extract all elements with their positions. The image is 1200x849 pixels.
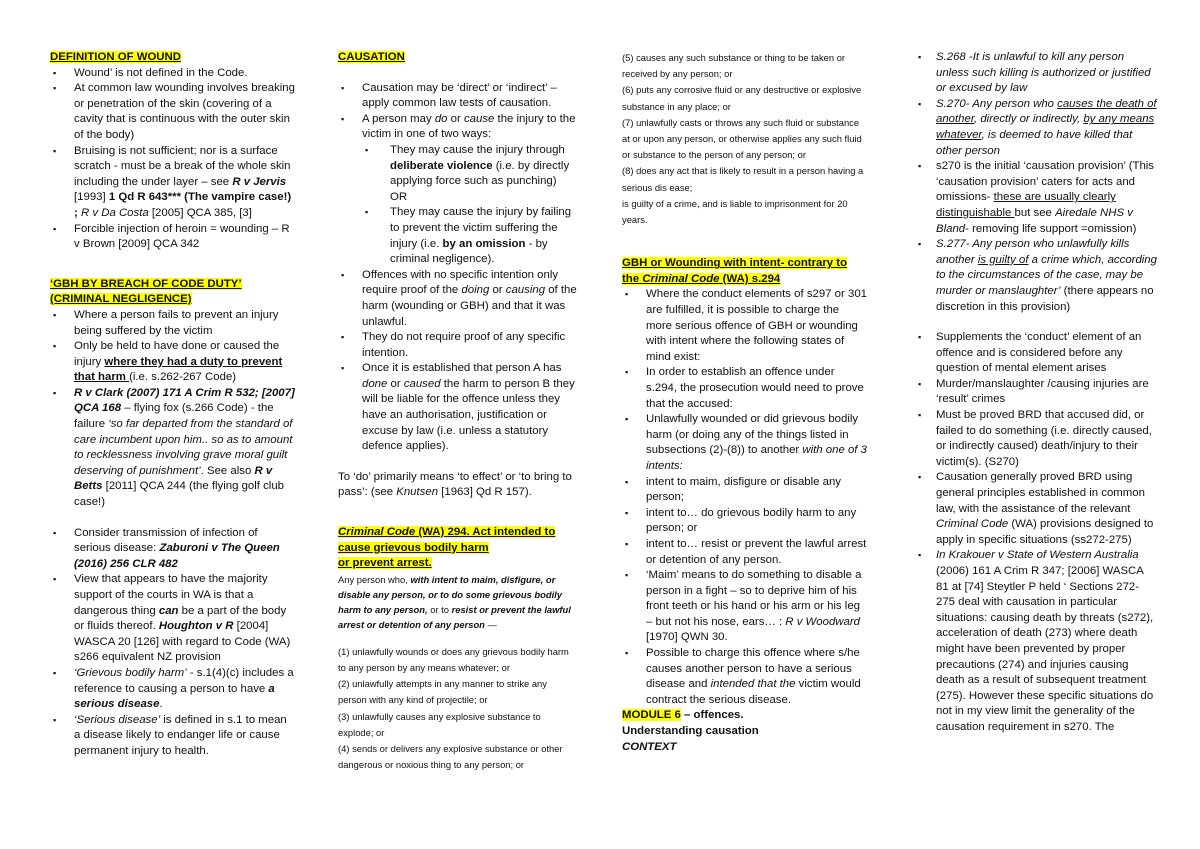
list-item: ▪ Where a person fails to prevent an injury being suffered by the victim	[50, 308, 295, 339]
list-item: is guilty of a crime, and is liable to imprisonment for 20 years.	[622, 197, 848, 226]
list-item: ▪ Causation generally proved BRD using general principles established in common law, with the assistance of the relevant Criminal Code (WA) provisions designed to apply in specific situations (ss272-275)	[912, 470, 1157, 548]
list-item: ▪ S.270- Any person who causes the death of another, directly or indirectly, by any means whatever, is deemed to have killed that other person	[912, 97, 1157, 159]
list-item: ▪ Consider transmission of infection of serious disease: Zaburoni v The Queen (2016) 256 CLR 482	[50, 526, 295, 573]
causation-principles-list	[912, 330, 1157, 735]
negligence-list	[50, 308, 295, 511]
list-item: (2) unlawfully attempts in any manner to strike any person with any kind of projectile; or	[338, 678, 547, 706]
heading-definition-of-wound: DEFINITION OF WOUND	[50, 51, 181, 63]
definition-to-do: To ‘do’ primarily means ‘to effect’ or ‘to bring to pass’: (see Knutsen [1963] Qd R 157).	[338, 470, 572, 499]
heading-gbh-wounding-intent: GBH or Wounding with intent- contrary to the Criminal Code (WA) s.294	[622, 257, 848, 285]
list-item: (1) unlawfully wounds or does any grievous bodily harm to any person by any means whatever; or	[338, 645, 569, 674]
list-item: (8) does any act that is likely to result in a person having a serious dis ease;	[622, 165, 864, 193]
list-item: ▪ intent to… do grievous bodily harm to any person; or	[622, 506, 867, 537]
list-item: ▪ Possible to charge this offence where s/he causes another person to have a serious disease and intended that the victim would contract the serious disease.	[622, 646, 867, 708]
module-heading: MODULE 6 – offences.	[622, 709, 744, 722]
heading-s294: Criminal Code (WA) 294. Act intended to cause grievous bodily harm or prevent arrest.	[338, 526, 556, 570]
list-item: ▪ They do not require proof of any specific intention.	[338, 330, 578, 361]
list-item: ▪ ‘Maim’ means to do something to disable a person in a fight – so to deprive him of his front teeth or his hand or his arm or his leg – but not his nose, ears… : R v Woodward [1970] QWN 30.	[622, 568, 867, 646]
intent-list	[622, 287, 867, 708]
s294-intro: Any person who, with intent to maim, disfigure, or disable any person, or to do some grievous bodily harm to any person, or to resist or prevent the lawful arrest or detention of any person —	[338, 573, 571, 630]
list-item: ▪ Where the conduct elements of s297 or 301 are fulfilled, it is possible to charge the more serious offence of GBH or wounding with intent where the following states of mind exist:	[622, 287, 867, 365]
list-item: ▪ Offences with no specific intention only require proof of the doing or causing of the harm (wounding or GBH) and that it was unlawful.	[338, 268, 578, 330]
list-item: (3) unlawfully causes any explosive substance to explode; or	[338, 710, 541, 738]
list-item: ▪ Only be held to have done or caused the injury where they had a duty to prevent that harm (i.e. s.262-267 Code)	[50, 339, 295, 386]
list-item: ▪ intent to… resist or prevent the lawful arrest or detention of any person.	[622, 537, 867, 568]
column-gbh-intent	[622, 50, 867, 755]
wound-list	[50, 66, 295, 253]
list-item: ▪ Bruising is not sufficient; nor is a surface scratch - must be a break of the whole skin including the under layer – see R v Jervis [1993] 1 Qd R 643*** (The vampire case!) ; R v Da Costa [2005] QCA 385, [3]	[50, 144, 295, 222]
list-item: ▪ They may cause the injury through deliberate violence (i.e. by directly applying force such as punching) OR	[362, 143, 578, 205]
list-item: ▪ Supplements the ‘conduct’ element of an offence and is considered before any question of mental element arises	[912, 330, 1157, 377]
column-causation	[338, 50, 578, 773]
column-causation-provisions	[912, 50, 1157, 736]
s294-subsections	[338, 644, 578, 774]
s294-subsections-cont	[622, 50, 867, 228]
list-item: ▪ Murder/manslaughter /causing injuries are ‘result’ crimes	[912, 377, 1157, 408]
subheading-context: CONTEXT	[622, 740, 677, 753]
list-item: (7) unlawfully casts or throws any such fluid or substance at or upon any person, or otherwise applies any such fluid or substance to the person of any person; or	[622, 116, 862, 161]
heading-gbh-breach-of-duty: ‘GBH BY BREACH OF CODE DUTY’ (CRIMINAL NEGLIGENCE)	[50, 277, 242, 306]
provisions-list	[912, 50, 1157, 315]
list-item: ▪ Once it is established that person A has done or caused the harm to person B they will be liable for the offence unless they have an authorisation, justification or excuse by law (i.e. unless a statutory defence applies).	[338, 361, 578, 455]
list-item: ▪ View that appears to have the majority support of the courts in WA is that a dangerous thing can be a part of the body or fluids thereof. Houghton v R [2004] WASCA 20 [126] with regard to Code (WA) s266 equivalent NZ provision	[50, 572, 295, 666]
column-definition-of-wound	[50, 50, 295, 760]
causation-list	[338, 81, 578, 455]
list-item: ▪ Forcible injection of heroin = wounding – R v Brown [2009] QCA 342	[50, 222, 295, 253]
list-item: ▪ R v Clark (2007) 171 A Crim R 532; [2007] QCA 168 – flying fox (s.266 Code) - the failure ‘so far departed from the standard of care incumbent upon him.. so as to amount to recklessness involving grave moral guilt deserving of punishment’. See also R v Betts [2011] QCA 244 (the flying golf club case!)	[50, 386, 295, 511]
list-item: ▪ Causation may be ‘direct’ or ‘indirect’ – apply common law tests of causation.	[338, 81, 578, 112]
list-item: ▪ Wound’ is not defined in the Code.	[50, 66, 295, 82]
list-item: ▪ A person may do or cause the injury to the victim in one of two ways: ▪ They may cause the injury through deliberate violence (i.e. by directly applying force such as punching) OR ▪ They may cause the injury by failing to prevent the victim suffering the injury (i.e. by an omission - by criminal negligence).	[338, 112, 578, 268]
list-item: (4) sends or delivers any explosive substance or other dangerous or noxious thing to any person; or	[338, 743, 563, 771]
sub-list	[362, 143, 578, 268]
list-item: (6) puts any corrosive fluid or any destructive or explosive substance in any place; or	[622, 84, 862, 112]
list-item: ▪ S.268 -It is unlawful to kill any person unless such killing is authorized or justified or excused by law	[912, 50, 1157, 97]
list-item: ▪ Unlawfully wounded or did grievous bodily harm (or doing any of the things listed in subsections (2)-(8)) to another with one of 3 intents:	[622, 412, 867, 474]
list-item: ▪ ‘Grievous bodily harm’ - s.1(4)(c) includes a reference to causing a person to have a serious disease.	[50, 666, 295, 713]
disease-list	[50, 526, 295, 760]
list-item: (5) causes any such substance or thing to be taken or received by any person; or	[622, 52, 846, 80]
list-item: ▪ s270 is the initial ‘causation provision’ (This ‘causation provision’ caters for acts and omissions- these are usually clearly distinguishable but see Airedale NHS v Bland- removing life support =omission)	[912, 159, 1157, 237]
list-item: ▪ They may cause the injury by failing to prevent the victim suffering the injury (i.e. by an omission - by criminal negligence).	[362, 205, 578, 267]
list-item: ▪ Must be proved BRD that accused did, or failed to do something (i.e. directly caused, or indirectly caused) death/injury to their victim(s). (S270)	[912, 408, 1157, 470]
list-item: ▪ ‘Serious disease’ is defined in s.1 to mean a disease likely to endanger life or cause permanent injury to health.	[50, 713, 295, 760]
list-item: ▪ S.277- Any person who unlawfully kills another is guilty of a crime which, according to the circumstances of the case, may be murder or manslaughter’ (there appears no discretion in this provision)	[912, 237, 1157, 315]
heading-causation: CAUSATION	[338, 51, 405, 63]
list-item: ▪ intent to maim, disfigure or disable any person;	[622, 475, 867, 506]
list-item: ▪ In order to establish an offence under s.294, the prosecution would need to prove that the accused:	[622, 365, 867, 412]
list-item: ▪ At common law wounding involves breaking or penetration of the skin (covering of a cavity that is continuous with the outer skin of the body)	[50, 81, 295, 143]
list-item: ▪ In Krakouer v State of Western Australia (2006) 161 A Crim R 347; [2006] WASCA 81 at [74] Steytler P held ‘ Sections 272-275 deal with causation in particular situations: causing death by threats (s272), acceleration of death (273) where death might have been prevented by proper precautions (274) and injuries causing death as a result of subsequent treatment (275). However these specific situations do not in my view limit the generality of the causation requirement in s270. The	[912, 548, 1157, 735]
subheading-understanding: Understanding causation	[622, 725, 759, 738]
